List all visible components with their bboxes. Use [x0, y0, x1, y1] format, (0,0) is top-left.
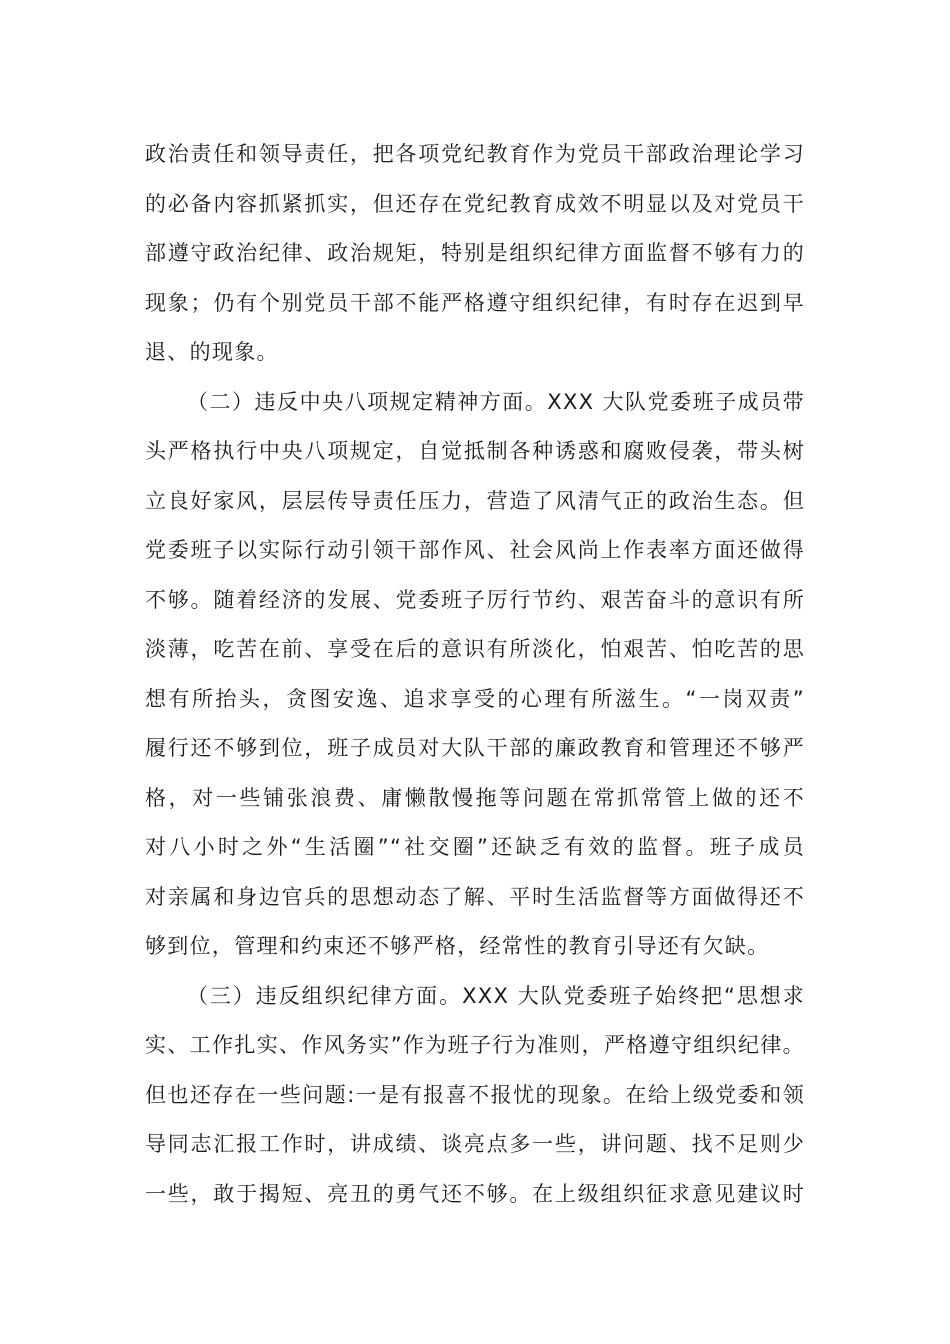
text-line-11: 淡薄，吃苦在前、享受在后的意识有所淡化，怕艰苦、怕吃苦的思 [145, 637, 805, 661]
text-line-9: 党委班子以实际行动引领干部作风、社会风尚上作表率方面还做得 [145, 538, 805, 562]
text-line-3: 部遵守政治纪律、政治规矩，特别是组织纪律方面监督不够有力的 [145, 241, 805, 265]
text-line-17: 够到位，管理和约束还不够严格，经常性的教育引导还有欠缺。 [145, 934, 770, 958]
text-line-4: 现象；仍有个别党员干部不能严格遵守组织纪律，有时存在迟到早 [145, 291, 805, 315]
text-line-1: 政治责任和领导责任，把各项党纪教育作为党员干部政治理论学习 [145, 142, 805, 166]
text-line-14: 格，对一些铺张浪费、庸懒散慢拖等问题在常抓常管上做的还不 [145, 786, 805, 810]
text-line-7: 头严格执行中央八项规定，自觉抵制各种诱惑和腐败侵袭，带头树 [145, 439, 805, 463]
text-line-2: 的必备内容抓紧抓实，但还存在党纪教育成效不明显以及对党员干 [145, 192, 805, 216]
text-line-20: 但也还存在一些问题:一是有报喜不报忧的现象。在给上级党委和领 [145, 1083, 805, 1107]
text-line-10: 不够。随着经济的发展、党委班子厉行节约、艰苦奋斗的意识有所 [145, 588, 805, 612]
text-line-16: 对亲属和身边官兵的思想动态了解、平时生活监督等方面做得还不 [145, 885, 805, 909]
text-line-13: 履行还不够到位，班子成员对大队干部的廉政教育和管理还不够严 [145, 736, 805, 760]
text-line-19: 实、工作扎实、作风务实”作为班子行为准则，严格遵守组织纪律。 [145, 1033, 805, 1057]
text-line-15: 对八小时之外“生活圈”“社交圈”还缺乏有效的监督。班子成员 [145, 835, 805, 859]
text-line-21: 导同志汇报工作时，讲成绩、谈亮点多一些，讲问题、找不足则少 [145, 1132, 805, 1156]
section-heading-3: （三）违反组织纪律方面。XXX 大队党委班子始终把“思想求 [187, 984, 805, 1008]
text-line-12: 想有所抬头，贪图安逸、追求享受的心理有所滋生。“一岗双责” [145, 687, 805, 711]
section-heading-2: （二）违反中央八项规定精神方面。XXX 大队党委班子成员带 [187, 390, 805, 414]
text-line-8: 立良好家风，层层传导责任压力，营造了风清气正的政治生态。但 [145, 489, 805, 513]
text-line-22: 一些，敢于揭短、亮丑的勇气还不够。在上级组织征求意见建议时 [145, 1182, 805, 1206]
text-line-5: 退、的现象。 [145, 340, 279, 364]
